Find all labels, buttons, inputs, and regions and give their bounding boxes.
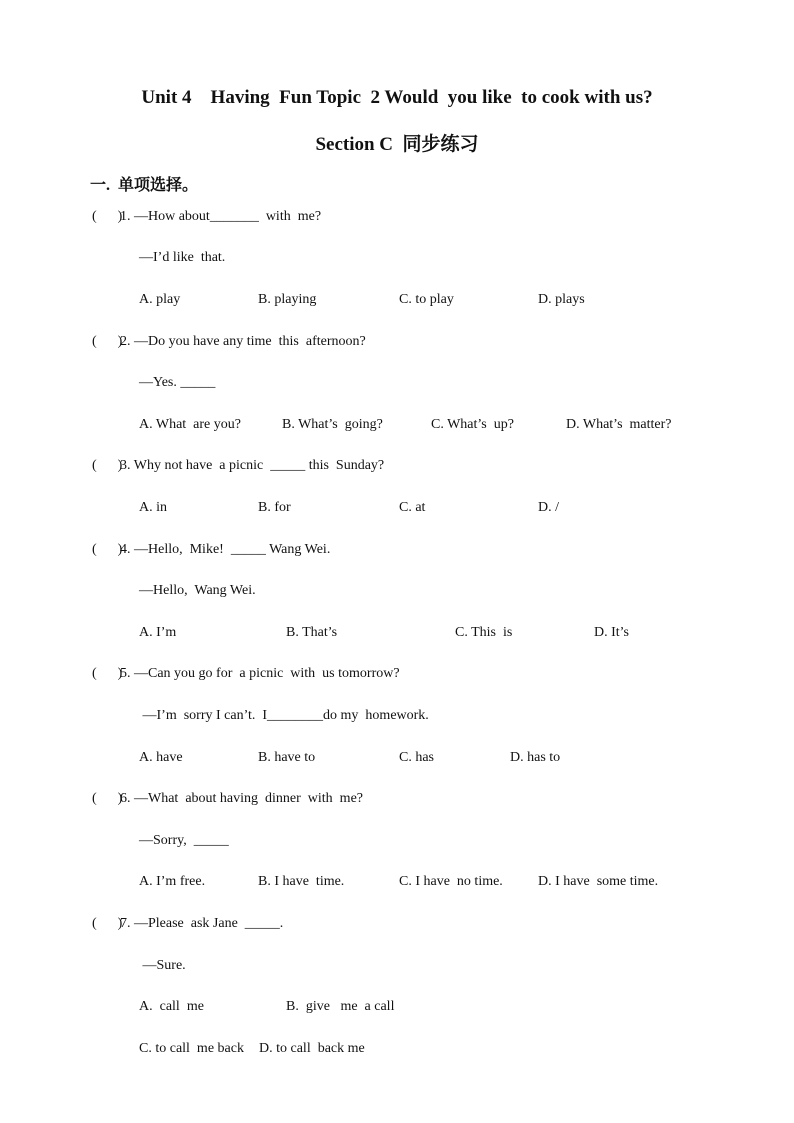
option-c: C. at (399, 500, 426, 515)
option-a: A. in (139, 500, 167, 515)
option-c: C. has (399, 750, 434, 765)
question-stem: 5. —Can you go for a picnic with us tomorrow? (120, 666, 400, 681)
option-a: A. play (139, 292, 181, 307)
option-b: B. for (258, 500, 291, 515)
answer-blank[interactable]: ( ) (92, 791, 123, 806)
option-c: C. This is (455, 625, 513, 640)
option-d: D. I have some time. (538, 874, 659, 889)
option-a: A. What are you? (139, 417, 241, 432)
section-heading: 一. 单项选择。 (90, 177, 199, 194)
answer-blank[interactable]: ( ) (92, 458, 123, 473)
option-d: D. to call back me (259, 1041, 365, 1056)
option-c: C. to play (399, 292, 454, 307)
option-d: D. It’s (594, 625, 629, 640)
option-d: D. / (538, 500, 559, 515)
option-a: A. I’m (139, 625, 177, 640)
answer-blank[interactable]: ( ) (92, 666, 123, 681)
question-stem: 7. —Please ask Jane _____. (120, 916, 284, 931)
question-reply: —Sure. (139, 958, 186, 973)
option-c: C. to call me back (139, 1041, 244, 1056)
page-title: Unit 4 Having Fun Topic 2 Would you like to cook with us? (141, 87, 653, 108)
question-stem: 6. —What about having dinner with me? (120, 791, 363, 806)
page-subtitle: Section C 同步练习 (315, 134, 479, 155)
answer-blank[interactable]: ( ) (92, 334, 123, 349)
option-d: D. has to (510, 750, 561, 765)
option-a: A. I’m free. (139, 874, 206, 889)
option-b: B. give me a call (286, 999, 395, 1014)
option-b: B. What’s going? (282, 417, 383, 432)
question-stem: 1. —How about_______ with me? (120, 209, 322, 224)
answer-blank[interactable]: ( ) (92, 209, 123, 224)
question-reply: —I’m sorry I can’t. I________do my homework. (139, 708, 429, 723)
option-b: B. I have time. (258, 874, 345, 889)
option-b: B. playing (258, 292, 317, 307)
option-b: B. That’s (286, 625, 338, 640)
option-a: A. call me (139, 999, 204, 1014)
option-d: D. What’s matter? (566, 417, 672, 432)
question-reply: —I’d like that. (139, 250, 226, 265)
option-d: D. plays (538, 292, 585, 307)
option-a: A. have (139, 750, 183, 765)
question-reply: —Hello, Wang Wei. (139, 583, 256, 598)
question-stem: 3. Why not have a picnic _____ this Sunday? (120, 458, 385, 473)
question-reply: —Sorry, _____ (139, 833, 229, 848)
option-c: C. I have no time. (399, 874, 503, 889)
answer-blank[interactable]: ( ) (92, 542, 123, 557)
question-stem: 4. —Hello, Mike! _____ Wang Wei. (120, 542, 331, 557)
answer-blank[interactable]: ( ) (92, 916, 123, 931)
option-c: C. What’s up? (431, 417, 514, 432)
option-b: B. have to (258, 750, 316, 765)
question-stem: 2. —Do you have any time this afternoon? (120, 334, 366, 349)
question-reply: —Yes. _____ (139, 375, 216, 390)
